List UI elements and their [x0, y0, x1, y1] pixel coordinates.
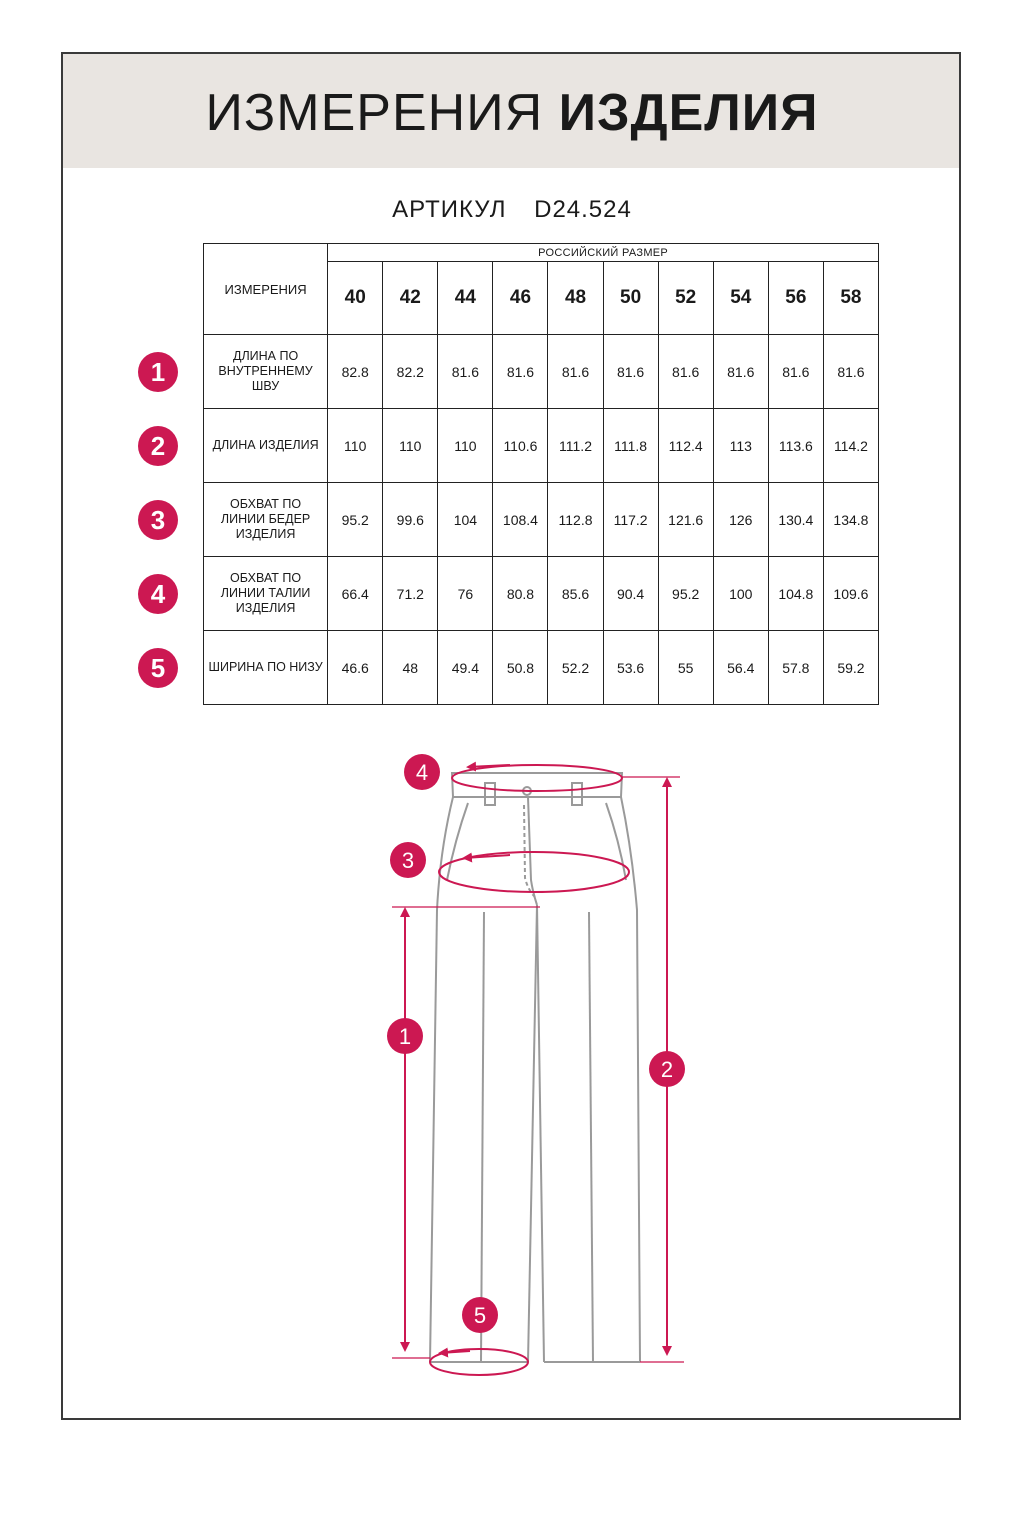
size-header-54: 54 [713, 262, 768, 335]
table-cell: 114.2 [823, 409, 878, 483]
row-number-badge: 5 [138, 648, 178, 688]
table-cell: 111.8 [603, 409, 658, 483]
table-cell: 52.2 [548, 631, 603, 705]
table-cell: 81.6 [713, 335, 768, 409]
article-label: АРТИКУЛ [392, 196, 507, 223]
pocket-left [447, 803, 468, 880]
size-header-48: 48 [548, 262, 603, 335]
table-cell: 55 [658, 631, 713, 705]
row-label: ДЛИНА ПО ВНУТРЕННЕМУ ШВУ [204, 335, 328, 409]
size-header-56: 56 [768, 262, 823, 335]
table-cell: 126 [713, 483, 768, 557]
row-number-badge: 2 [138, 426, 178, 466]
size-header-58: 58 [823, 262, 878, 335]
table-cell: 121.6 [658, 483, 713, 557]
crease-left [481, 912, 484, 1362]
size-header-42: 42 [383, 262, 438, 335]
table-cell: 57.8 [768, 631, 823, 705]
table-cell: 130.4 [768, 483, 823, 557]
table-cell: 81.6 [493, 335, 548, 409]
marker-2: 2 [660, 1057, 674, 1082]
table-cell: 113.6 [768, 409, 823, 483]
row-label: ДЛИНА ИЗДЕЛИЯ [204, 409, 328, 483]
title-light: ИЗМЕРЕНИЯ [205, 84, 544, 142]
table-cell: 104 [438, 483, 493, 557]
table-cell: 81.6 [603, 335, 658, 409]
belt-loop-right [572, 783, 582, 805]
table-cell: 56.4 [713, 631, 768, 705]
row-number-badge: 4 [138, 574, 178, 614]
table-cell: 109.6 [823, 557, 878, 631]
table-cell: 76 [438, 557, 493, 631]
article-code: D24.524 [534, 196, 632, 223]
table-cell: 59.2 [823, 631, 878, 705]
table-cell: 110.6 [493, 409, 548, 483]
table-cell: 110 [438, 409, 493, 483]
crease-right [589, 912, 593, 1362]
table-cell: 112.4 [658, 409, 713, 483]
table-cell: 53.6 [603, 631, 658, 705]
table-cell: 50.8 [493, 631, 548, 705]
table-cell: 81.6 [768, 335, 823, 409]
row-number-badge: 1 [138, 352, 178, 392]
marker-1: 1 [398, 1024, 412, 1049]
row-label: ОБХВАТ ПО ЛИНИИ БЕДЕР ИЗДЕЛИЯ [204, 483, 328, 557]
table-cell: 49.4 [438, 631, 493, 705]
size-header-40: 40 [328, 262, 383, 335]
size-group-header: РОССИЙСКИЙ РАЗМЕР [328, 244, 879, 262]
right-leg-outer [621, 797, 640, 1362]
measurements-header: ИЗМЕРЕНИЯ [204, 244, 328, 335]
table-cell: 104.8 [768, 557, 823, 631]
size-header-44: 44 [438, 262, 493, 335]
table-cell: 95.2 [328, 483, 383, 557]
table-cell: 111.2 [548, 409, 603, 483]
table-cell: 90.4 [603, 557, 658, 631]
table-cell: 112.8 [548, 483, 603, 557]
table-cell: 81.6 [438, 335, 493, 409]
table-cell: 82.2 [383, 335, 438, 409]
table-cell: 110 [328, 409, 383, 483]
belt-loop-left [485, 783, 495, 805]
size-header-50: 50 [603, 262, 658, 335]
table-cell: 100 [713, 557, 768, 631]
row-label: ШИРИНА ПО НИЗУ [204, 631, 328, 705]
right-leg-inner [537, 905, 544, 1362]
table-cell: 99.6 [383, 483, 438, 557]
table-cell: 134.8 [823, 483, 878, 557]
table-cell: 113 [713, 409, 768, 483]
table-cell: 117.2 [603, 483, 658, 557]
table-cell: 48 [383, 631, 438, 705]
waistband [452, 773, 622, 797]
left-leg-inner [528, 905, 537, 1362]
table-cell: 81.6 [548, 335, 603, 409]
marker-4: 4 [415, 760, 429, 785]
row-label: ОБХВАТ ПО ЛИНИИ ТАЛИИ ИЗДЕЛИЯ [204, 557, 328, 631]
table-cell: 66.4 [328, 557, 383, 631]
size-header-52: 52 [658, 262, 713, 335]
table-cell: 82.8 [328, 335, 383, 409]
marker-5: 5 [473, 1303, 487, 1328]
table-cell: 71.2 [383, 557, 438, 631]
table-cell: 95.2 [658, 557, 713, 631]
size-header-46: 46 [493, 262, 548, 335]
table-cell: 46.6 [328, 631, 383, 705]
title-bold: ИЗДЕЛИЯ [558, 84, 819, 142]
hem-arrow [440, 1351, 470, 1353]
table-cell: 108.4 [493, 483, 548, 557]
table-cell: 81.6 [823, 335, 878, 409]
pocket-right [606, 803, 626, 880]
pants-outline [430, 773, 640, 1362]
table-cell: 85.6 [548, 557, 603, 631]
waist-ellipse [452, 765, 622, 791]
table-cell: 110 [383, 409, 438, 483]
row-number-badge: 3 [138, 500, 178, 540]
marker-3: 3 [401, 848, 415, 873]
table-cell: 81.6 [658, 335, 713, 409]
table-cell: 80.8 [493, 557, 548, 631]
